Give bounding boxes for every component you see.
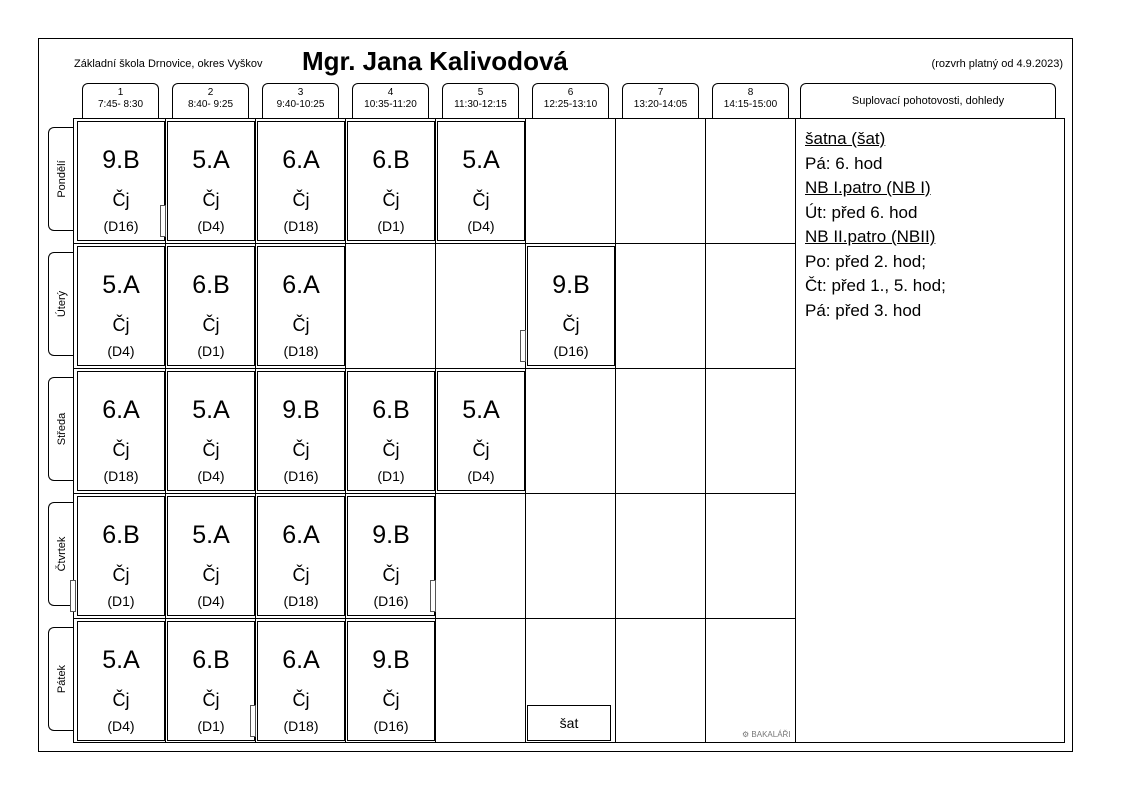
lesson-room: (D1) bbox=[377, 218, 405, 234]
lesson-cell[interactable] bbox=[257, 246, 345, 366]
lesson-subject: Čj bbox=[202, 690, 220, 710]
lesson-subject: Čj bbox=[202, 440, 220, 460]
lesson-class: 9.B bbox=[372, 646, 410, 674]
lesson-class: 6.B bbox=[192, 271, 230, 299]
lesson-subject: Čj bbox=[112, 565, 130, 585]
lesson-subject: Čj bbox=[112, 315, 130, 335]
supervision-list bbox=[805, 127, 946, 323]
lesson-subject: Čj bbox=[382, 440, 400, 460]
period-number: 6 bbox=[567, 87, 574, 98]
lesson-cell[interactable] bbox=[77, 371, 165, 491]
supervision-location: NB I.patro (NB I) bbox=[805, 178, 931, 197]
day-label-2 bbox=[48, 377, 74, 481]
lesson-subject: Čj bbox=[292, 690, 310, 710]
lesson-class: 5.A bbox=[192, 396, 230, 424]
lesson-cell[interactable] bbox=[257, 621, 345, 741]
lesson-room: (D18) bbox=[283, 593, 319, 609]
lesson-cell[interactable] bbox=[257, 371, 345, 491]
day-name: Středa bbox=[55, 412, 68, 446]
lesson-room: (D18) bbox=[283, 218, 319, 234]
period-number: 5 bbox=[477, 87, 484, 98]
lesson-subject: Čj bbox=[112, 190, 130, 210]
lesson-class: 9.B bbox=[372, 521, 410, 549]
day-name: Úterý bbox=[55, 290, 68, 318]
lesson-class: 6.B bbox=[102, 521, 140, 549]
day-name: Čtvrtek bbox=[55, 536, 68, 572]
lesson-class: 5.A bbox=[462, 396, 500, 424]
supervision-location: šatna (šat) bbox=[805, 129, 886, 148]
lesson-cell[interactable] bbox=[437, 371, 525, 491]
grid-vline bbox=[795, 118, 796, 743]
lesson-class: 9.B bbox=[282, 396, 320, 424]
supervision-marker bbox=[430, 580, 436, 612]
period-time: 13:20-14:05 bbox=[633, 99, 688, 110]
lesson-class: 6.A bbox=[282, 146, 320, 174]
teacher-name: Mgr. Jana Kalivodová bbox=[302, 46, 568, 76]
lesson-room: (D1) bbox=[197, 343, 225, 359]
supervision-marker bbox=[70, 580, 76, 612]
lesson-subject: Čj bbox=[292, 440, 310, 460]
lesson-class: 6.B bbox=[372, 146, 410, 174]
lesson-class: 6.A bbox=[282, 646, 320, 674]
period-time: 14:15-15:00 bbox=[723, 99, 778, 110]
period-header-3 bbox=[262, 83, 339, 118]
period-number: 8 bbox=[747, 87, 754, 98]
lesson-class: 6.A bbox=[282, 271, 320, 299]
lesson-cell[interactable] bbox=[257, 121, 345, 241]
supervision-time: Út: před 6. hod bbox=[805, 202, 918, 222]
period-number: 4 bbox=[387, 87, 394, 98]
lesson-room: (D4) bbox=[107, 343, 135, 359]
lesson-subject: Čj bbox=[202, 565, 220, 585]
supervision-time: Pá: 6. hod bbox=[805, 153, 883, 173]
supervision-time: Čt: před 1., 5. hod; bbox=[805, 276, 946, 295]
period-number: 3 bbox=[297, 87, 304, 98]
period-time: 9:40-10:25 bbox=[276, 99, 325, 110]
lesson-cell[interactable] bbox=[77, 621, 165, 741]
grid-hline bbox=[73, 618, 795, 619]
lesson-cell[interactable] bbox=[347, 496, 435, 616]
period-time: 8:40- 9:25 bbox=[187, 99, 234, 110]
lesson-room: (D1) bbox=[377, 468, 405, 484]
grid-vline bbox=[615, 118, 616, 743]
supervision-marker bbox=[250, 705, 256, 737]
period-header-1 bbox=[82, 83, 159, 118]
lesson-cell[interactable] bbox=[167, 371, 255, 491]
bakalari-logo: ⚙ BAKALÁŘI bbox=[742, 730, 791, 739]
lesson-room: (D16) bbox=[103, 218, 139, 234]
lesson-subject: Čj bbox=[472, 440, 490, 460]
supervision-marker bbox=[520, 330, 526, 362]
school-name: Základní škola Drnovice, okres Vyškov bbox=[74, 58, 263, 70]
lesson-subject: Čj bbox=[112, 440, 130, 460]
lesson-cell[interactable] bbox=[347, 371, 435, 491]
period-header-6 bbox=[532, 83, 609, 118]
lesson-class: 6.A bbox=[282, 521, 320, 549]
lesson-class: 5.A bbox=[462, 146, 500, 174]
lesson-room: (D16) bbox=[553, 343, 589, 359]
day-name: Pátek bbox=[55, 664, 68, 694]
period-time: 7:45- 8:30 bbox=[97, 99, 144, 110]
supervision-header: Suplovací pohotovosti, dohledy bbox=[800, 83, 1056, 118]
lesson-class: 5.A bbox=[192, 146, 230, 174]
supervision-time: Po: před 2. hod; bbox=[805, 251, 926, 271]
lesson-room: (D4) bbox=[107, 718, 135, 734]
lesson-class: 9.B bbox=[102, 146, 140, 174]
lesson-subject: Čj bbox=[202, 190, 220, 210]
lesson-cell[interactable] bbox=[167, 621, 255, 741]
lesson-room: (D18) bbox=[283, 718, 319, 734]
grid-hline bbox=[73, 493, 795, 494]
supervision-box-sat: šat bbox=[527, 705, 611, 741]
lesson-room: (D4) bbox=[197, 468, 225, 484]
period-header-5 bbox=[442, 83, 519, 118]
period-time: 11:30-12:15 bbox=[454, 99, 507, 110]
lesson-class: 5.A bbox=[102, 271, 140, 299]
lesson-cell[interactable] bbox=[347, 621, 435, 741]
lesson-room: (D4) bbox=[197, 593, 225, 609]
supervision-time: Pá: před 3. hod bbox=[805, 300, 922, 320]
lesson-room: (D18) bbox=[103, 468, 139, 484]
lesson-cell[interactable] bbox=[77, 496, 165, 616]
lesson-class: 6.A bbox=[102, 396, 140, 424]
period-time: 10:35-11:20 bbox=[364, 99, 417, 110]
lesson-subject: Čj bbox=[292, 565, 310, 585]
lesson-cell[interactable] bbox=[347, 121, 435, 241]
lesson-cell[interactable] bbox=[437, 121, 525, 241]
logo-text: BAKALÁŘI bbox=[751, 730, 791, 739]
lesson-subject: Čj bbox=[562, 315, 580, 335]
lesson-room: (D4) bbox=[467, 218, 495, 234]
grid-hline bbox=[73, 368, 795, 369]
day-label-1 bbox=[48, 252, 74, 356]
lesson-cell[interactable] bbox=[527, 246, 615, 366]
grid-hline bbox=[73, 243, 795, 244]
lesson-cell[interactable] bbox=[167, 246, 255, 366]
day-label-4 bbox=[48, 627, 74, 731]
lesson-class: 6.B bbox=[192, 646, 230, 674]
period-number: 2 bbox=[207, 87, 214, 98]
lesson-cell[interactable] bbox=[167, 121, 255, 241]
period-header-7 bbox=[622, 83, 699, 118]
period-header-8 bbox=[712, 83, 789, 118]
lesson-subject: Čj bbox=[382, 690, 400, 710]
lesson-class: 5.A bbox=[102, 646, 140, 674]
day-label-0 bbox=[48, 127, 74, 231]
period-header-4 bbox=[352, 83, 429, 118]
period-header-2 bbox=[172, 83, 249, 118]
lesson-class: 6.B bbox=[372, 396, 410, 424]
lesson-room: (D4) bbox=[467, 468, 495, 484]
lesson-subject: Čj bbox=[202, 315, 220, 335]
period-number: 1 bbox=[117, 87, 124, 98]
lesson-class: 9.B bbox=[552, 271, 590, 299]
lesson-cell[interactable] bbox=[167, 496, 255, 616]
lesson-cell[interactable] bbox=[257, 496, 345, 616]
lesson-cell[interactable] bbox=[77, 121, 165, 241]
grid-vline bbox=[435, 118, 436, 743]
lesson-room: (D4) bbox=[197, 218, 225, 234]
lesson-subject: Čj bbox=[112, 690, 130, 710]
period-time: 12:25-13:10 bbox=[543, 99, 598, 110]
lesson-class: 5.A bbox=[192, 521, 230, 549]
lesson-room: (D1) bbox=[197, 718, 225, 734]
grid-vline bbox=[345, 118, 346, 743]
lesson-room: (D18) bbox=[283, 343, 319, 359]
period-number: 7 bbox=[657, 87, 664, 98]
lesson-room: (D16) bbox=[373, 593, 409, 609]
grid-vline bbox=[705, 118, 706, 743]
lesson-room: (D1) bbox=[107, 593, 135, 609]
lesson-subject: Čj bbox=[292, 190, 310, 210]
lesson-room: (D16) bbox=[283, 468, 319, 484]
lesson-subject: Čj bbox=[382, 190, 400, 210]
supervision-location: NB II.patro (NBII) bbox=[805, 227, 936, 246]
lesson-cell[interactable] bbox=[77, 246, 165, 366]
lesson-subject: Čj bbox=[472, 190, 490, 210]
validity-note: (rozvrh platný od 4.9.2023) bbox=[931, 58, 1063, 70]
supervision-marker bbox=[160, 205, 166, 237]
lesson-subject: Čj bbox=[292, 315, 310, 335]
day-name: Pondělí bbox=[55, 160, 68, 198]
lesson-subject: Čj bbox=[382, 565, 400, 585]
lesson-room: (D16) bbox=[373, 718, 409, 734]
grid-vline bbox=[525, 118, 526, 743]
grid-vline bbox=[255, 118, 256, 743]
